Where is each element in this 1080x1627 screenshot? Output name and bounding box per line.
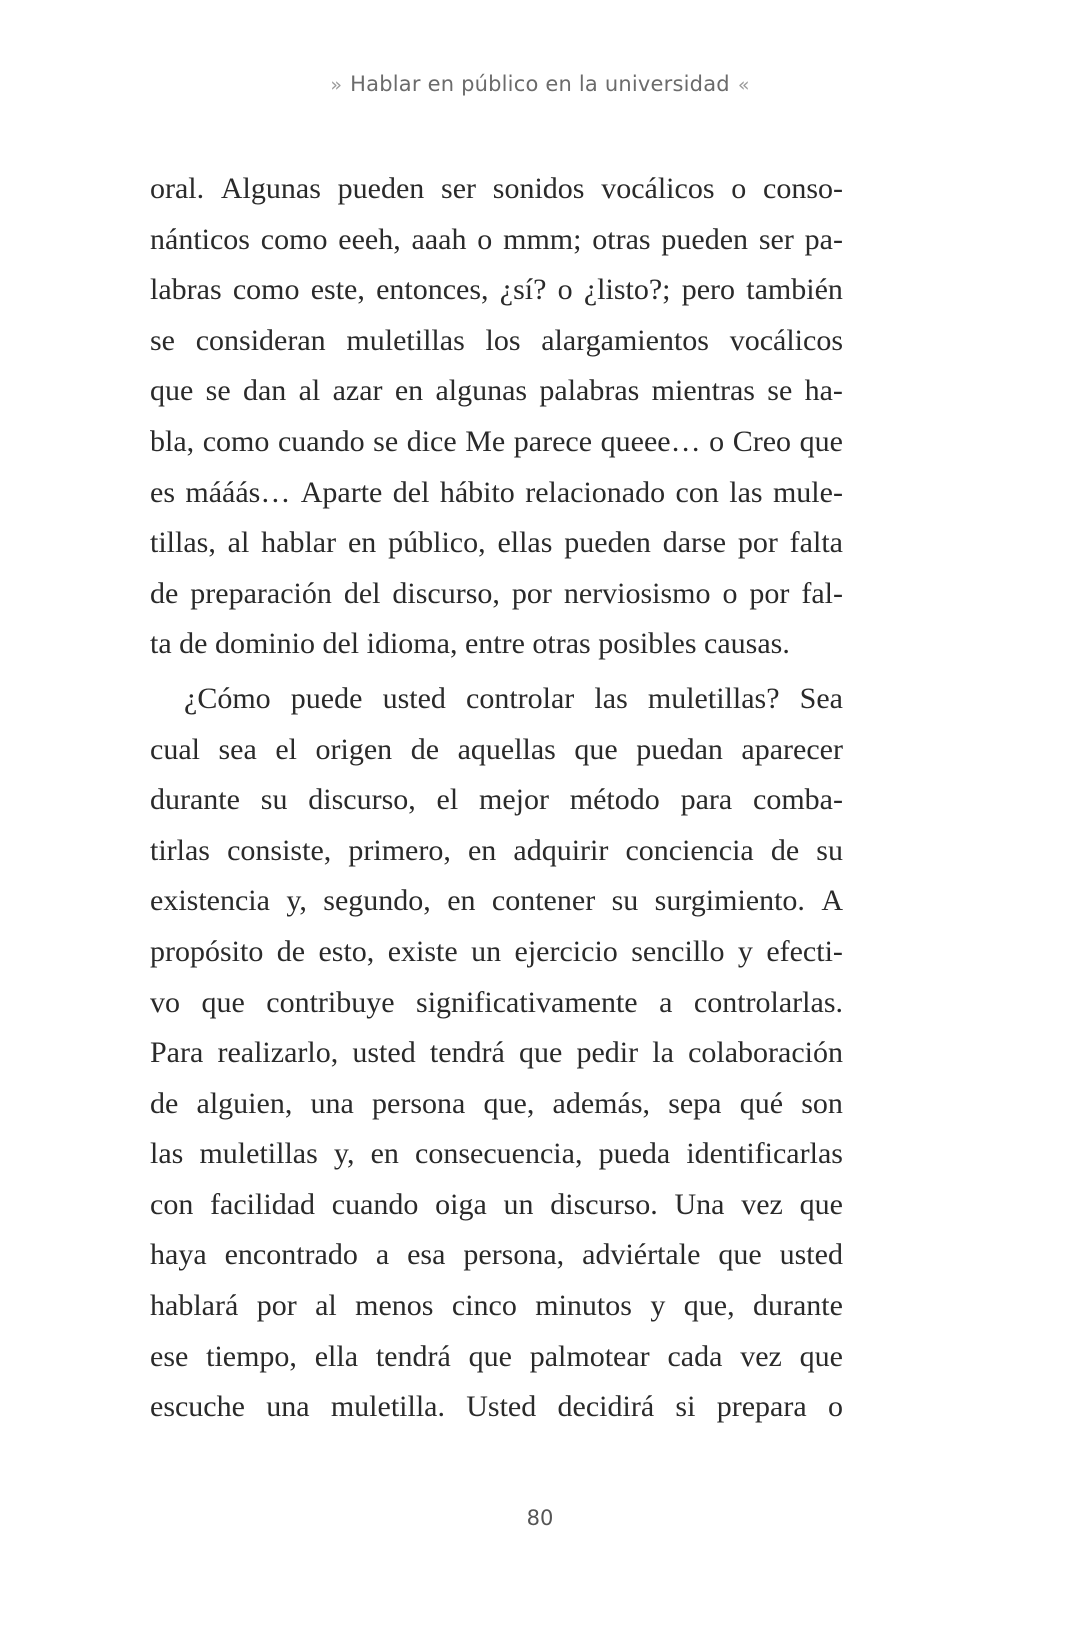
text-line: nánticos como eeeh, aaah o mmm; otras pueden ser pa- <box>150 222 843 256</box>
text-line: se consideran muletillas los alargamientos vocálicos <box>150 323 843 357</box>
page-number: 80 <box>526 1506 554 1530</box>
running-header <box>0 72 1080 96</box>
text-line: labras como este, entonces, ¿sí? o ¿listo?; pero también <box>150 273 843 307</box>
text-line: cual sea el origen de aquellas que puedan aparecer <box>150 732 843 766</box>
text-line: existencia y, segundo, en contener su surgimiento. A <box>150 884 843 918</box>
text-line: es mááás… Aparte del hábito relacionado con las mule- <box>150 475 843 509</box>
text-line: de preparación del discurso, por nerviosismo o por fal- <box>150 576 843 610</box>
body-text <box>150 164 843 1433</box>
text-line: con facilidad cuando oiga un discurso. Una vez que <box>150 1187 843 1221</box>
text-line: ¿Cómo puede usted controlar las muletillas? Sea <box>184 681 843 715</box>
text-line: escuche una muletilla. Usted decidirá si prepara o <box>150 1390 843 1424</box>
text-line: haya encontrado a esa persona, adviértale que usted <box>150 1238 843 1272</box>
paragraph-2 <box>150 674 843 1433</box>
text-line: de alguien, una persona que, además, sepa qué son <box>150 1086 843 1120</box>
header-title: Hablar en público en la universidad <box>350 72 730 96</box>
text-line: Para realizarlo, usted tendrá que pedir la colaboración <box>150 1036 843 1070</box>
text-line: hablará por al menos cinco minutos y que, durante <box>150 1289 843 1323</box>
header-open-guillemet: » <box>330 74 343 96</box>
text-line: bla, como cuando se dice Me parece queee… o Creo que <box>150 424 843 458</box>
text-line: que se dan al azar en algunas palabras mientras se ha- <box>150 374 843 408</box>
text-line: tillas, al hablar en público, ellas pueden darse por falta <box>150 526 843 560</box>
text-line: ta de dominio del idioma, entre otras posibles causas. <box>150 627 790 661</box>
text-line: propósito de esto, existe un ejercicio sencillo y efecti- <box>150 934 843 968</box>
text-line: ese tiempo, ella tendrá que palmotear cada vez que <box>150 1339 843 1373</box>
text-line: tirlas consiste, primero, en adquirir conciencia de su <box>150 833 843 867</box>
text-line: las muletillas y, en consecuencia, pueda identificarlas <box>150 1137 843 1171</box>
text-line: vo que contribuye significativamente a controlarlas. <box>150 985 843 1019</box>
header-close-guillemet: « <box>737 74 750 96</box>
text-line: durante su discurso, el mejor método para comba- <box>150 783 843 817</box>
text-line: oral. Algunas pueden ser sonidos vocálicos o conso- <box>150 172 843 205</box>
paragraph-1 <box>150 164 843 670</box>
